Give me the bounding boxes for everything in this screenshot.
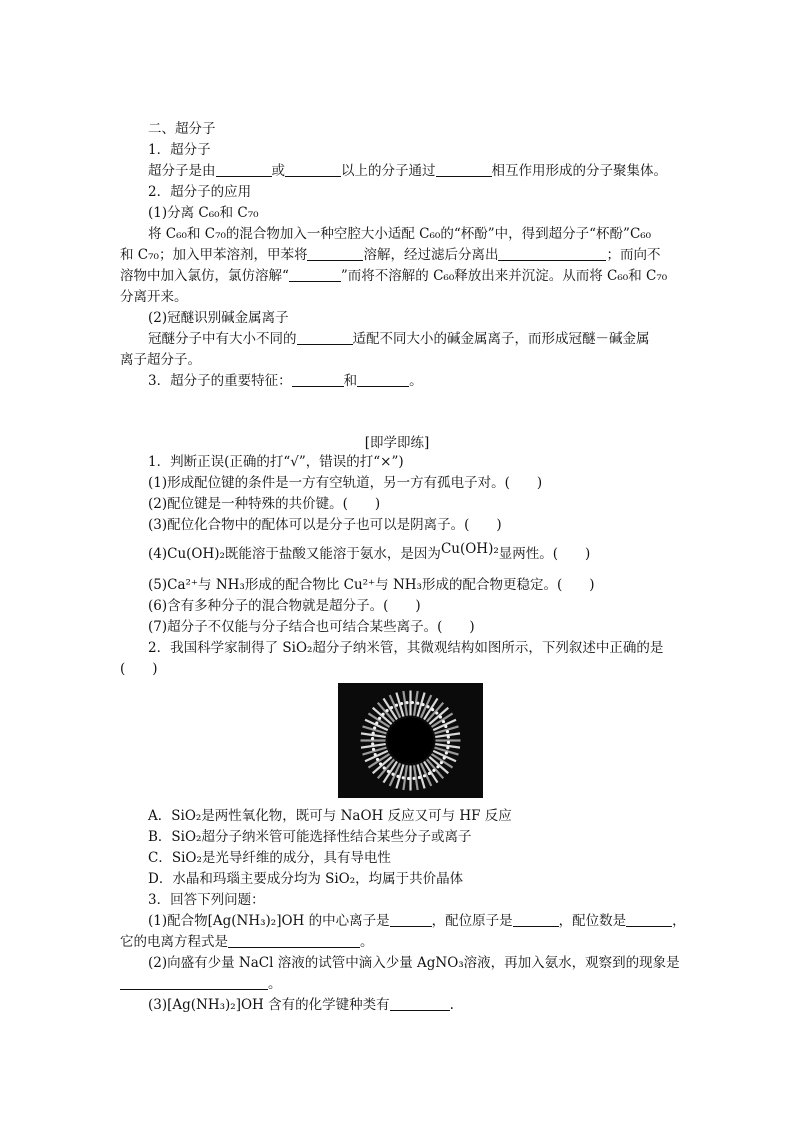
supramolecule-definition: 超分子是由 或 以上的分子通过 相互作用形成的分子聚集体。 <box>148 163 667 179</box>
nanotube-atom <box>372 748 375 751</box>
question-1-item: (5)Ca²⁺与 NH₃形成的配合物比 Cu²⁺与 NH₃形成的配合物更稳定。( ) <box>148 577 595 593</box>
nanotube-atom <box>374 753 377 756</box>
nanotube-atom <box>439 715 442 718</box>
nanotube-atom <box>436 765 439 768</box>
subsection-2-title: 2．超分子的应用 <box>148 184 252 200</box>
nanotube-atom <box>435 711 438 714</box>
blank[interactable] <box>390 996 450 1011</box>
question-1-item: (1)形成配位键的条件是一方有空轨道，另一方有孤电子对。( ) <box>148 475 543 491</box>
paragraph-line: 和 C₇₀；加入甲苯溶剂，甲苯将 溶解，经过滤后分离出 ；而向不 <box>120 247 661 263</box>
question-2: 2．我国科学家制得了 SiO₂超分子纳米管，其微观结构如图所示，下列叙述中正确的是 <box>148 640 664 656</box>
blank[interactable] <box>498 246 606 261</box>
nanotube-atom <box>428 772 431 775</box>
nanotube-atom <box>373 726 376 729</box>
option-a[interactable]: A．SiO₂是两性氧化物，既可与 NaOH 反应又可与 HF 反应 <box>148 808 512 824</box>
nanotube-atom <box>381 713 384 716</box>
subheading-separation: (1)分离 C₆₀和 C₇₀ <box>148 205 259 221</box>
nanotube-atom <box>371 742 374 745</box>
question-3-part-1: (1)配合物[Ag(NH₃)₂]OH 的中心离子是 ，配位原子是 ，配位数是 ， <box>148 913 686 929</box>
nanotube-ring-image <box>338 683 483 798</box>
nanotube-atom <box>378 717 381 720</box>
nanotube-atom <box>371 737 374 740</box>
blank[interactable] <box>513 912 559 927</box>
nanotube-atom <box>376 758 379 761</box>
question-3-part-2: (2)向盛有少量 NaCl 溶液的试管中滴入少量 AgNO₃溶液，再加入氨水，观察到的现象是 <box>148 955 680 971</box>
blank[interactable] <box>390 912 432 927</box>
question-2-bracket: ( ) <box>120 661 158 677</box>
nanotube-atom <box>431 708 434 711</box>
question-1-item: (3)配位化合物中的配体可以是分子也可以是阴离子。( ) <box>148 517 502 533</box>
blank[interactable] <box>285 162 341 177</box>
nanotube-atom <box>418 776 421 779</box>
nanotube-atom <box>396 775 399 778</box>
nanotube-atom <box>372 732 375 735</box>
question-1-item: (6)含有多种分子的混合物就是超分子。( ) <box>148 598 421 614</box>
blank[interactable] <box>216 162 272 177</box>
nanotube-atom <box>375 721 378 724</box>
nanotube-atom <box>446 746 449 749</box>
paragraph-line: 分离开来。 <box>120 289 188 305</box>
nanotube-atom <box>407 777 410 780</box>
question-3-part-3: (3)[Ag(NH₃)₂]OH 含有的化学键种类有 . <box>148 997 454 1013</box>
nanotube-atom <box>440 761 443 764</box>
paragraph-line: 将 C₆₀和 C₇₀的混合物加入一种空腔大小适配 C₆₀的“杯酚”中，得到超分子“杯酚”C₆₀ <box>148 226 652 242</box>
nanotube-atom <box>416 702 419 705</box>
sio2-nanotube-figure <box>338 683 483 798</box>
nanotube-atom <box>402 776 405 779</box>
paragraph-line: 离子超分子。 <box>120 352 201 368</box>
nanotube-atom <box>391 773 394 776</box>
nanotube-atom <box>387 770 390 773</box>
nanotube-atom <box>412 777 415 780</box>
practice-heading: [即学即练] <box>364 435 430 451</box>
option-c[interactable]: C．SiO₂是光导纤维的成分，具有导电性 <box>148 850 391 866</box>
blank[interactable] <box>436 162 492 177</box>
blank[interactable] <box>289 267 341 282</box>
question-1: 1．判断正误(正确的打“√”，错误的打“×”) <box>148 454 404 470</box>
nanotube-atom <box>405 701 408 704</box>
subsection-1-title: 1．超分子 <box>148 142 211 158</box>
nanotube-atom <box>444 725 447 728</box>
nanotube-atom <box>395 704 398 707</box>
nanotube-atom <box>423 774 426 777</box>
nanotube-atom <box>432 769 435 772</box>
nanotube-atom <box>400 702 403 705</box>
blank[interactable] <box>120 975 268 990</box>
nanotube-atom <box>443 756 446 759</box>
section-title: 二、超分子 <box>148 121 216 137</box>
nanotube-atom <box>379 762 382 765</box>
nanotube-atom <box>426 705 429 708</box>
question-1-item: (7)超分子不仅能与分子结合也可结合某些离子。( ) <box>148 619 475 635</box>
nanotube-atom <box>442 720 445 723</box>
nanotube-pore <box>388 718 434 764</box>
option-b[interactable]: B．SiO₂超分子纳米管可能选择性结合某些分子或离子 <box>148 829 472 845</box>
question-3-part-2-cont: 。 <box>120 974 282 994</box>
nanotube-atom <box>447 735 450 738</box>
blank[interactable] <box>357 372 409 387</box>
blank[interactable] <box>297 330 353 345</box>
paragraph-line: 冠醚分子中有大小不同的 适配不同大小的碱金属离子，而形成冠醚－碱金属 <box>148 331 650 347</box>
subheading-crown-ether: (2)冠醚识别碱金属离子 <box>148 310 289 326</box>
question-3-part-1-cont: 它的电离方程式是 。 <box>120 934 374 950</box>
nanotube-atom <box>421 703 424 706</box>
question-1-item: (2)配位键是一种特殊的共价键。( ) <box>148 496 381 512</box>
nanotube-atom <box>385 709 388 712</box>
nanotube-atom <box>383 766 386 769</box>
nanotube-atom <box>390 706 393 709</box>
blank[interactable] <box>626 912 672 927</box>
nanotube-atom <box>446 730 449 733</box>
question-3: 3．回答下列问题： <box>148 892 265 908</box>
blank[interactable] <box>228 933 360 948</box>
nanotube-atom <box>447 741 450 744</box>
nanotube-atom <box>411 701 414 704</box>
question-1-item: (4)Cu(OH)₂既能溶于盐酸又能溶于氨水，是因为Cu(OH)₂显两性。( ) <box>148 541 591 562</box>
paragraph-line: 溶物中加入氯仿，氯仿溶解“ ”而将不溶解的 C₆₀释放出来并沉淀。从而将 C₆₀和 C₇₀ <box>120 268 668 284</box>
blank[interactable] <box>307 246 363 261</box>
blank[interactable] <box>292 372 344 387</box>
option-d[interactable]: D．水晶和玛瑙主要成分均为 SiO₂，均属于共价晶体 <box>148 871 464 887</box>
key-features: 3．超分子的重要特征： 和 。 <box>148 373 423 389</box>
nanotube-atom <box>445 751 448 754</box>
